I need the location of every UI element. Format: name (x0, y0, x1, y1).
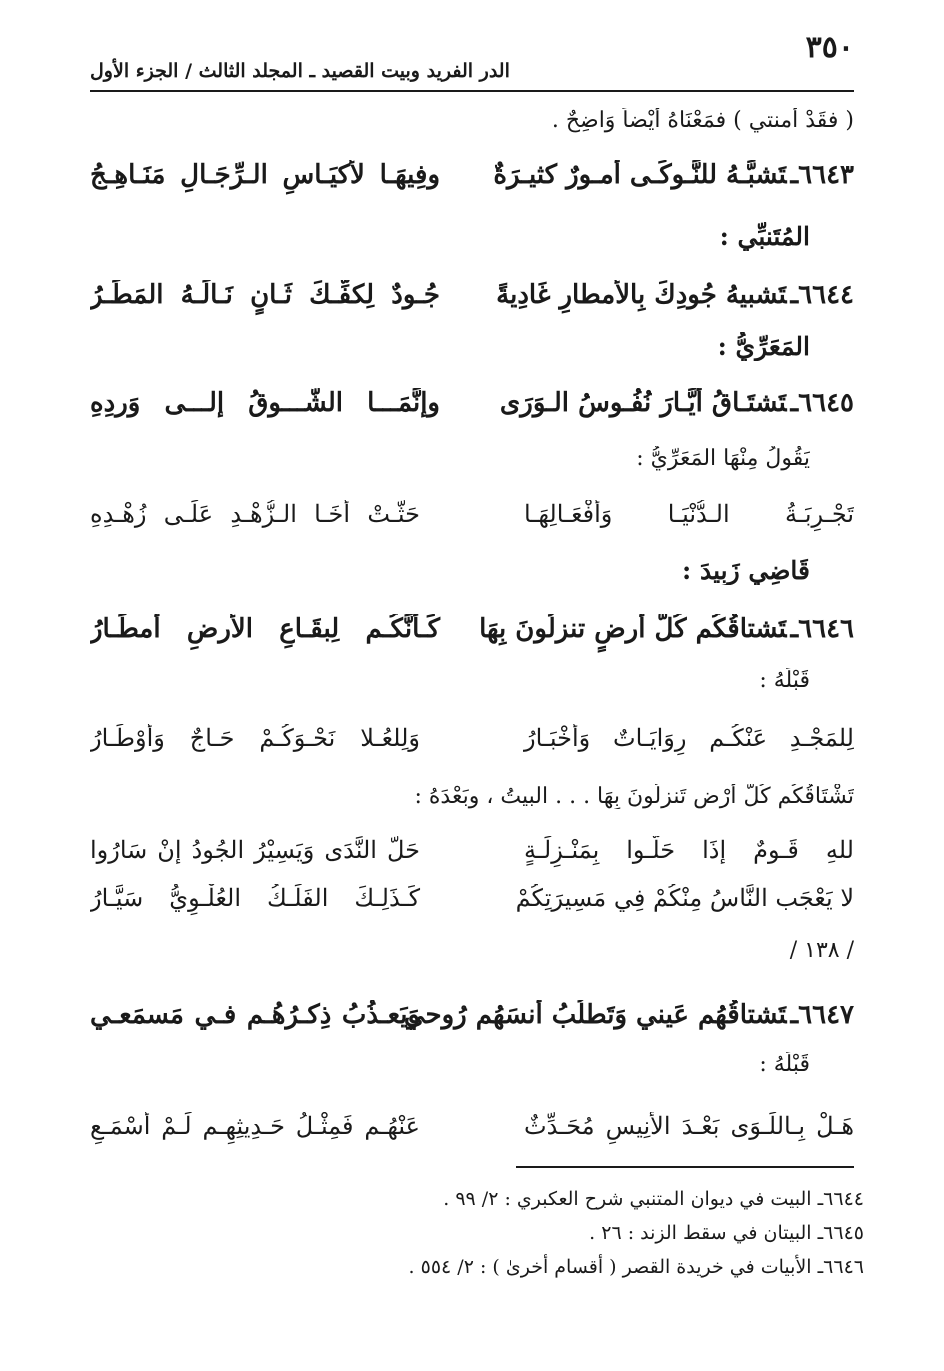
verse-hemistich-1: ٦٦٤٦ـتَشتاقُكُم كُلُّ أرضٍ تنزلُونَ بِهَا (479, 614, 854, 644)
commentary-line: تَشْتَاقُكُم كُلّ أرْضٍ تَنزِلُونَ بِهَا . . . البيتُ ، وبَعْدَهُ : (414, 784, 854, 809)
quote-intro: قَبْلَهُ : (759, 1052, 810, 1077)
verse-hemistich-2: حَثَّـتْ أخَـا الـزُّهْـدِ عَلَـى زُهْـدِهِ (90, 500, 420, 528)
verse-number: ٦٦٤٧ـ (790, 1000, 854, 1030)
verse-hemistich-1: لا يَعْجَب النَّاسُ مِنْكُمْ فِي مَسِيرَتِكُمْ (515, 884, 854, 912)
quote-intro: قَبْلَهُ : (759, 668, 810, 693)
verse-6645 (90, 388, 854, 428)
verse-hemistich-1: للهِ قَـومٌ إذَا حَلُّـوا بِمَنْـزِلَـةٍ (524, 836, 854, 864)
commentary-line: ( فقَدْ أَمنتي ) فمَعْنَاهُ أيْضاً وَاضِحٌ . (551, 108, 854, 133)
verse-hemistich-1: تَجْـرِبَـةُ الـدُّنْيَـا وَأفْعَـالِهَـا (524, 500, 854, 528)
verse-hemistich-1: ٦٦٤٧ـتَشتاقُهُم عَيني وَتَطلُبُ أُنسَهُم رُوحي (403, 1000, 854, 1030)
verse-6646 (90, 614, 854, 654)
verse-hemistich-2: حَلَّ النَّدَى وَيَسِيْرُ الجُودُ إنْ سَارُوا (90, 836, 420, 864)
footnote: ٦٦٤٦ـ الأبيات في خريدة القصر ( أقسام أخرىٰ ) : ٢/ ٥٥٤ . (408, 1256, 864, 1278)
quoted-verse (90, 500, 854, 540)
verse-hemistich-1: هَـلْ بِـاللِّـوَى بَعْـدَ الأنِيسِ مُحَـدِّثٌ (524, 1112, 854, 1140)
poet-name: المُتَنبِّي : (719, 222, 810, 251)
verse-number: ٦٦٤٣ـ (790, 160, 854, 190)
quoted-verse (90, 836, 854, 876)
verse-hemistich-1: ٦٦٤٥ـتَشتَـاقُ أيَّـارَ نُفُـوسُ الـوَرَى (499, 388, 854, 418)
quoted-verse (90, 1112, 854, 1152)
running-head: الدر الفريد وبيت القصيد ـ المجلد الثالث / الجزء الأول (90, 60, 510, 82)
page-header (90, 30, 854, 90)
verse-hemistich-2: كَـذَلِـكَ الفَلَـكُ العُلْـوِيُّ سَيَّـارُ (90, 884, 420, 912)
verse-hemistich-1: ٦٦٤٣ـتَشبَّـهُ للنَّـوكَـى أُمـورٌ كثيـرَةٌ (493, 160, 854, 190)
verse-hemistich-2: وَلِلعُـلا نَحْـوَكُـمْ حَـاجٌ وَأوْطَـارُ (90, 724, 420, 752)
footnote-rule (516, 1166, 854, 1168)
verse-6647 (90, 1000, 854, 1040)
verse-hemistich-2: جُـودٌ لِكفِّـكَ ثَـانٍ نَـالَـهُ المَطَـرُ (90, 280, 440, 310)
verse-number: ٦٦٤٥ـ (790, 388, 854, 418)
verse-hemistich-2: وإنَّمَـــا الشَّـــوقُ إلـــى وَردِهِ (90, 388, 440, 418)
poet-name: المَعَرِّيُّ : (717, 332, 810, 361)
poet-name: قَاضِي زَبِيدَ : (682, 556, 810, 585)
verse-hemistich-2: وفِيهَـا لأكيَـاسِ الـرِّجَـالِ مَنَـاهِـجُ (90, 160, 440, 190)
verse-hemistich-1: ٦٦٤٤ـتَشبيهُ جُودِكَ بِالأمطارِ غَادِيةً (496, 280, 854, 310)
quote-intro: يَقُولُ مِنْهَا المَعَرِّيُّ : (636, 446, 810, 471)
verse-number: ٦٦٤٦ـ (790, 614, 854, 644)
verse-6643 (90, 160, 854, 200)
quoted-verse (90, 884, 854, 924)
manuscript-folio-ref: / ١٣٨ / (789, 938, 854, 963)
verse-hemistich-2: وَيَعـذُبُ ذِكـرُهُـم فـي مَسمَعـي (90, 1000, 420, 1030)
footnote: ٦٦٤٤ـ البيت في ديوان المتنبي شرح العكبري : ٢/ ٩٩ . (443, 1188, 864, 1210)
header-rule (90, 90, 854, 92)
verse-6644 (90, 280, 854, 320)
quoted-verse (90, 724, 854, 764)
verse-hemistich-2: عَنْهُـم فَمِثْـلُ حَـدِيثِهِـم لَـمْ أسْمَـعِ (90, 1112, 420, 1140)
footnote: ٦٦٤٥ـ البيتان في سقط الزند : ٢٦ . (589, 1222, 864, 1244)
verse-number: ٦٦٤٤ـ (790, 280, 854, 310)
verse-hemistich-2: كَـأنَّكُـم لِبقَـاعِ الأرضِ أمطَـارُ (90, 614, 440, 644)
page-number: ٣٥٠ (805, 30, 854, 65)
verse-hemistich-1: لِلمَجْـدِ عَنْكُـم رِوَايَـاتٌ وَأخْبَـارُ (524, 724, 854, 752)
